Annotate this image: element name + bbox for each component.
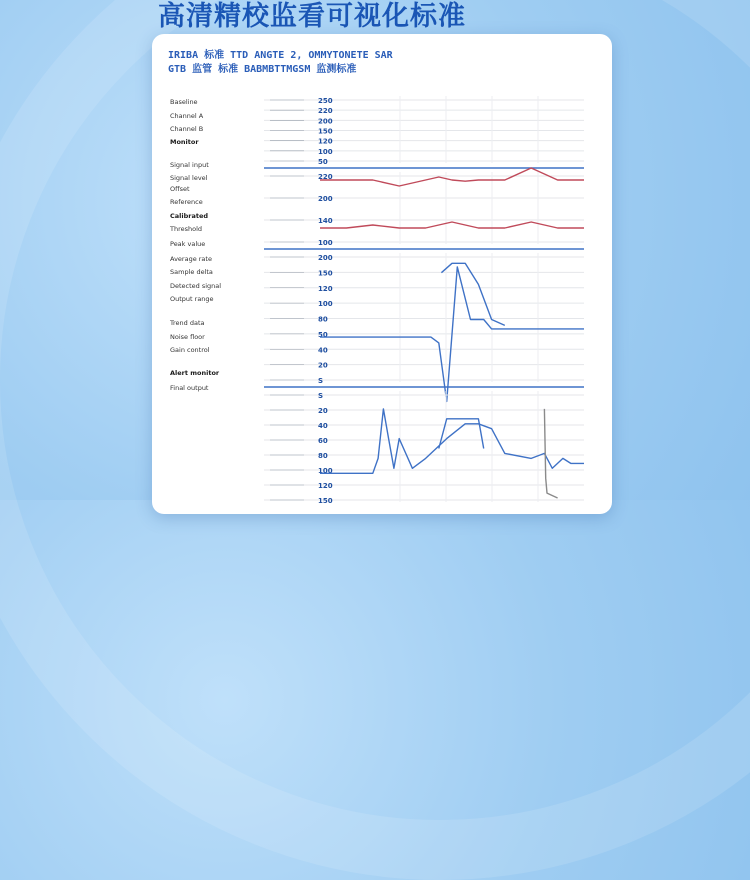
left-label: Detected signal: [170, 282, 222, 290]
left-label: Gain control: [170, 346, 210, 354]
tick-label: 20: [318, 407, 328, 415]
tick-label: 220: [318, 173, 333, 181]
tick-label: 120: [318, 482, 333, 490]
tick-label: 50: [318, 158, 328, 166]
left-label: Noise floor: [170, 333, 205, 341]
left-label: Channel A: [170, 112, 204, 120]
page-headline: 高清精校监看可视化标准: [158, 1, 466, 32]
tick-label: 150: [318, 497, 333, 505]
tick-label: 150: [318, 127, 333, 136]
left-label: Calibrated: [170, 212, 209, 220]
tick-label: 40: [318, 346, 328, 355]
left-label: Channel B: [170, 125, 204, 133]
tick-label: S: [318, 392, 324, 400]
series-line: [320, 222, 584, 228]
tick-label: 40: [318, 422, 328, 430]
tick-label: 100: [318, 467, 333, 475]
tick-label: 120: [318, 137, 333, 146]
tick-label: 100: [318, 300, 333, 309]
tick-label: 200: [318, 117, 333, 126]
left-label: Peak value: [170, 240, 206, 248]
tick-label: 140: [318, 217, 333, 225]
chart-panel: [152, 34, 612, 514]
tick-label: 220: [318, 107, 333, 116]
tick-label: 200: [318, 254, 333, 262]
left-label: Signal input: [170, 161, 209, 169]
tick-label: 80: [318, 452, 328, 460]
left-label: Baseline: [170, 98, 198, 106]
left-label: Output range: [170, 295, 214, 303]
series-line: [320, 168, 584, 186]
tick-label: 120: [318, 284, 333, 293]
left-label: Alert monitor: [170, 369, 220, 377]
panel-subtitle-line1: IRIBA 标准 TTD ANGTE 2, OMMYTONETE SAR: [168, 50, 393, 61]
tick-label: 150: [318, 269, 333, 278]
tick-label: S: [318, 377, 324, 385]
tick-label: 60: [318, 437, 328, 445]
tick-label: 100: [318, 147, 333, 156]
left-label: Average rate: [170, 255, 212, 263]
left-label: Signal level: [170, 174, 208, 182]
monitoring-chart: [152, 34, 612, 514]
left-label: Final output: [170, 384, 209, 392]
tick-label: 80: [318, 315, 328, 324]
left-label: Sample delta: [170, 268, 213, 276]
panel-subtitle-line2: GTB 监管 标准 BABMBTTMGSM 监测标准: [168, 64, 357, 75]
left-label: Threshold: [170, 225, 203, 233]
left-label: Offset: [170, 185, 190, 193]
tick-label: 50: [318, 330, 328, 339]
left-label: Trend data: [170, 319, 205, 327]
tick-label: 200: [318, 195, 333, 203]
left-label: Reference: [170, 198, 203, 206]
left-label: Monitor: [170, 138, 199, 146]
tick-label: 20: [318, 361, 328, 370]
tick-label: 100: [318, 239, 333, 247]
tick-label: 250: [318, 97, 333, 105]
